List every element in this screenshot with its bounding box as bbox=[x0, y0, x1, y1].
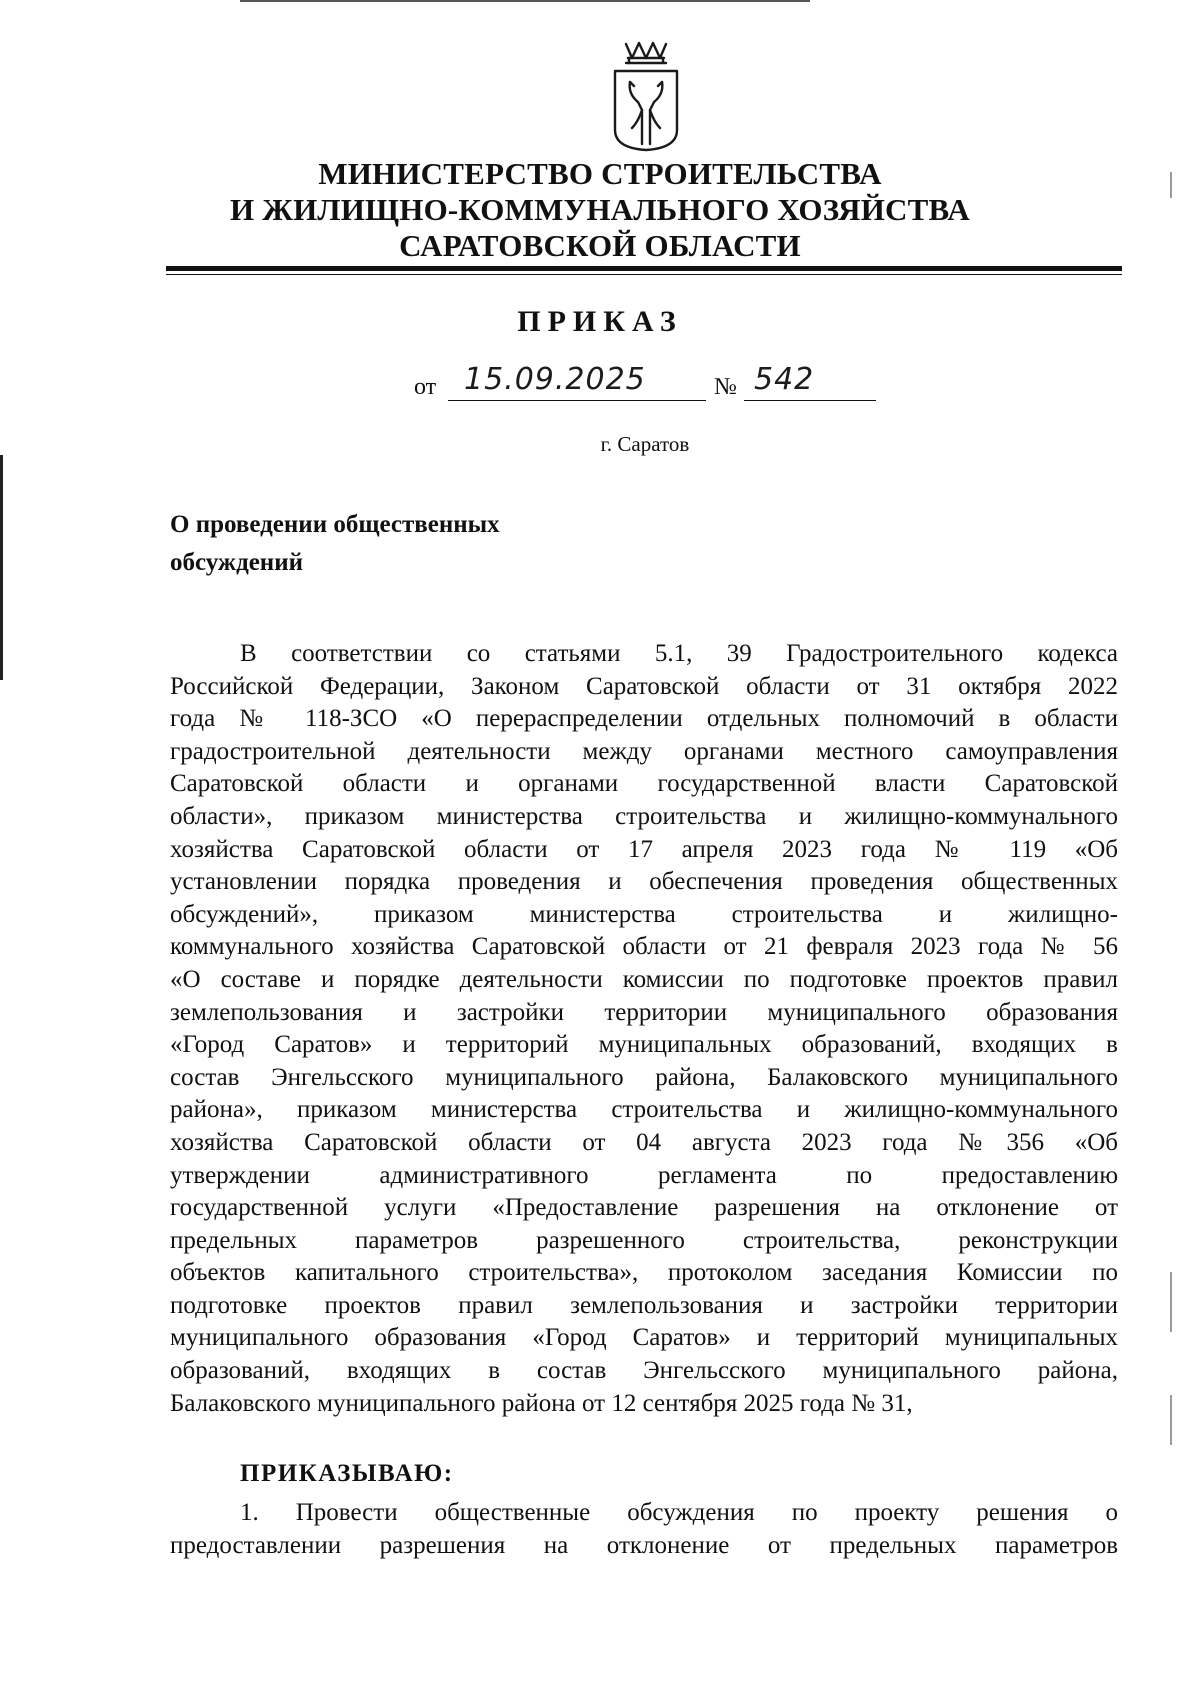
text-line: «Город Саратов» и территорий муниципальных образований, входящих в bbox=[170, 1031, 1118, 1059]
date-label: от bbox=[414, 374, 437, 400]
preamble-paragraph bbox=[170, 638, 1118, 1420]
decree-item-1 bbox=[170, 1497, 1118, 1562]
coat-of-arms-icon bbox=[608, 38, 684, 154]
text-line: установлении порядка проведения и обеспечения проведения общественных bbox=[170, 868, 1118, 896]
number-value: 542 bbox=[754, 362, 815, 397]
text-line: Саратовской области и органами государственной власти Саратовской bbox=[170, 770, 1118, 798]
document-type-title: ПРИКАЗ bbox=[517, 305, 683, 338]
ministry-name-line: И ЖИЛИЩНО-КОММУНАЛЬНОГО ХОЗЯЙСТВА bbox=[229, 192, 971, 227]
scan-mark bbox=[1170, 172, 1172, 198]
text-line: года № 118-ЗСО «О перераспределении отдельных полномочий в области bbox=[170, 705, 1118, 733]
text-line: В соответствии со статьями 5.1, 39 Градостроительного кодекса bbox=[240, 640, 1118, 667]
text-line: градостроительной деятельности между органами местного самоуправления bbox=[170, 737, 1118, 765]
text-line: образований, входящих в состав Энгельсского муниципального района, bbox=[170, 1357, 1118, 1385]
text-line: предоставлении разрешения на отклонение от предельных параметров bbox=[170, 1531, 1118, 1559]
scan-left-edge bbox=[0, 455, 3, 680]
decree-label: ПРИКАЗЫВАЮ: bbox=[240, 1460, 454, 1487]
order-subject-line: обсуждений bbox=[170, 549, 304, 576]
text-line: «О составе и порядке деятельности комиссии по подготовке проектов правил bbox=[170, 965, 1118, 993]
text-line: землепользования и застройки территории муниципального образования bbox=[170, 998, 1118, 1026]
number-underline bbox=[744, 400, 876, 401]
text-line: муниципального образования «Город Саратов» и территорий муниципальных bbox=[170, 1324, 1118, 1352]
text-line: Балаковского муниципального района от 12 сентября 2025 года № 31, bbox=[170, 1389, 913, 1417]
ministry-name-line: МИНИСТЕРСТВО СТРОИТЕЛЬСТВА bbox=[318, 156, 882, 191]
text-line: 1. Провести общественные обсуждения по проекту решения о bbox=[240, 1499, 1118, 1526]
scan-mark bbox=[1170, 1272, 1172, 1332]
date-value: 15.09.2025 bbox=[464, 362, 646, 397]
text-line: Российской Федерации, Законом Саратовской области от 31 октября 2022 bbox=[170, 672, 1118, 700]
text-line: объектов капитального строительства», протоколом заседания Комиссии по bbox=[170, 1259, 1118, 1287]
text-line: хозяйства Саратовской области от 04 августа 2023 года №356 «Об bbox=[170, 1128, 1118, 1156]
header-rule-thin bbox=[166, 274, 1122, 275]
order-subject bbox=[170, 506, 500, 582]
text-line: подготовке проектов правил землепользования и застройки территории bbox=[170, 1291, 1118, 1319]
number-label: № bbox=[714, 374, 737, 400]
order-date-number-line bbox=[0, 364, 1200, 404]
text-line: предельных параметров разрешенного строительства, реконструкции bbox=[170, 1226, 1118, 1254]
text-line: утверждении административного регламента по предоставлению bbox=[170, 1161, 1118, 1189]
ministry-name-line: САРАТОВСКОЙ ОБЛАСТИ bbox=[399, 228, 801, 263]
header-rule-thick bbox=[166, 266, 1122, 271]
scan-top-rule bbox=[240, 0, 810, 2]
text-line: коммунального хозяйства Саратовской области от 21 февраля 2023 года № 56 bbox=[170, 933, 1118, 961]
text-line: района», приказом министерства строительства и жилищно-коммунального bbox=[170, 1096, 1118, 1124]
text-line: состав Энгельсского муниципального района, Балаковского муниципального bbox=[170, 1063, 1118, 1091]
city-label: г. Саратов bbox=[600, 432, 690, 456]
date-underline bbox=[448, 400, 706, 401]
ministry-name bbox=[150, 156, 1050, 264]
text-line: области», приказом министерства строительства и жилищно-коммунального bbox=[170, 802, 1118, 830]
text-line: государственной услуги «Предоставление разрешения на отклонение от bbox=[170, 1194, 1118, 1222]
text-line: обсуждений», приказом министерства строительства и жилищно- bbox=[170, 900, 1118, 928]
text-line: хозяйства Саратовской области от 17 апреля 2023 года № 119 «Об bbox=[170, 835, 1118, 863]
scan-mark bbox=[1170, 1395, 1172, 1445]
order-subject-line: О проведении общественных bbox=[170, 511, 500, 538]
